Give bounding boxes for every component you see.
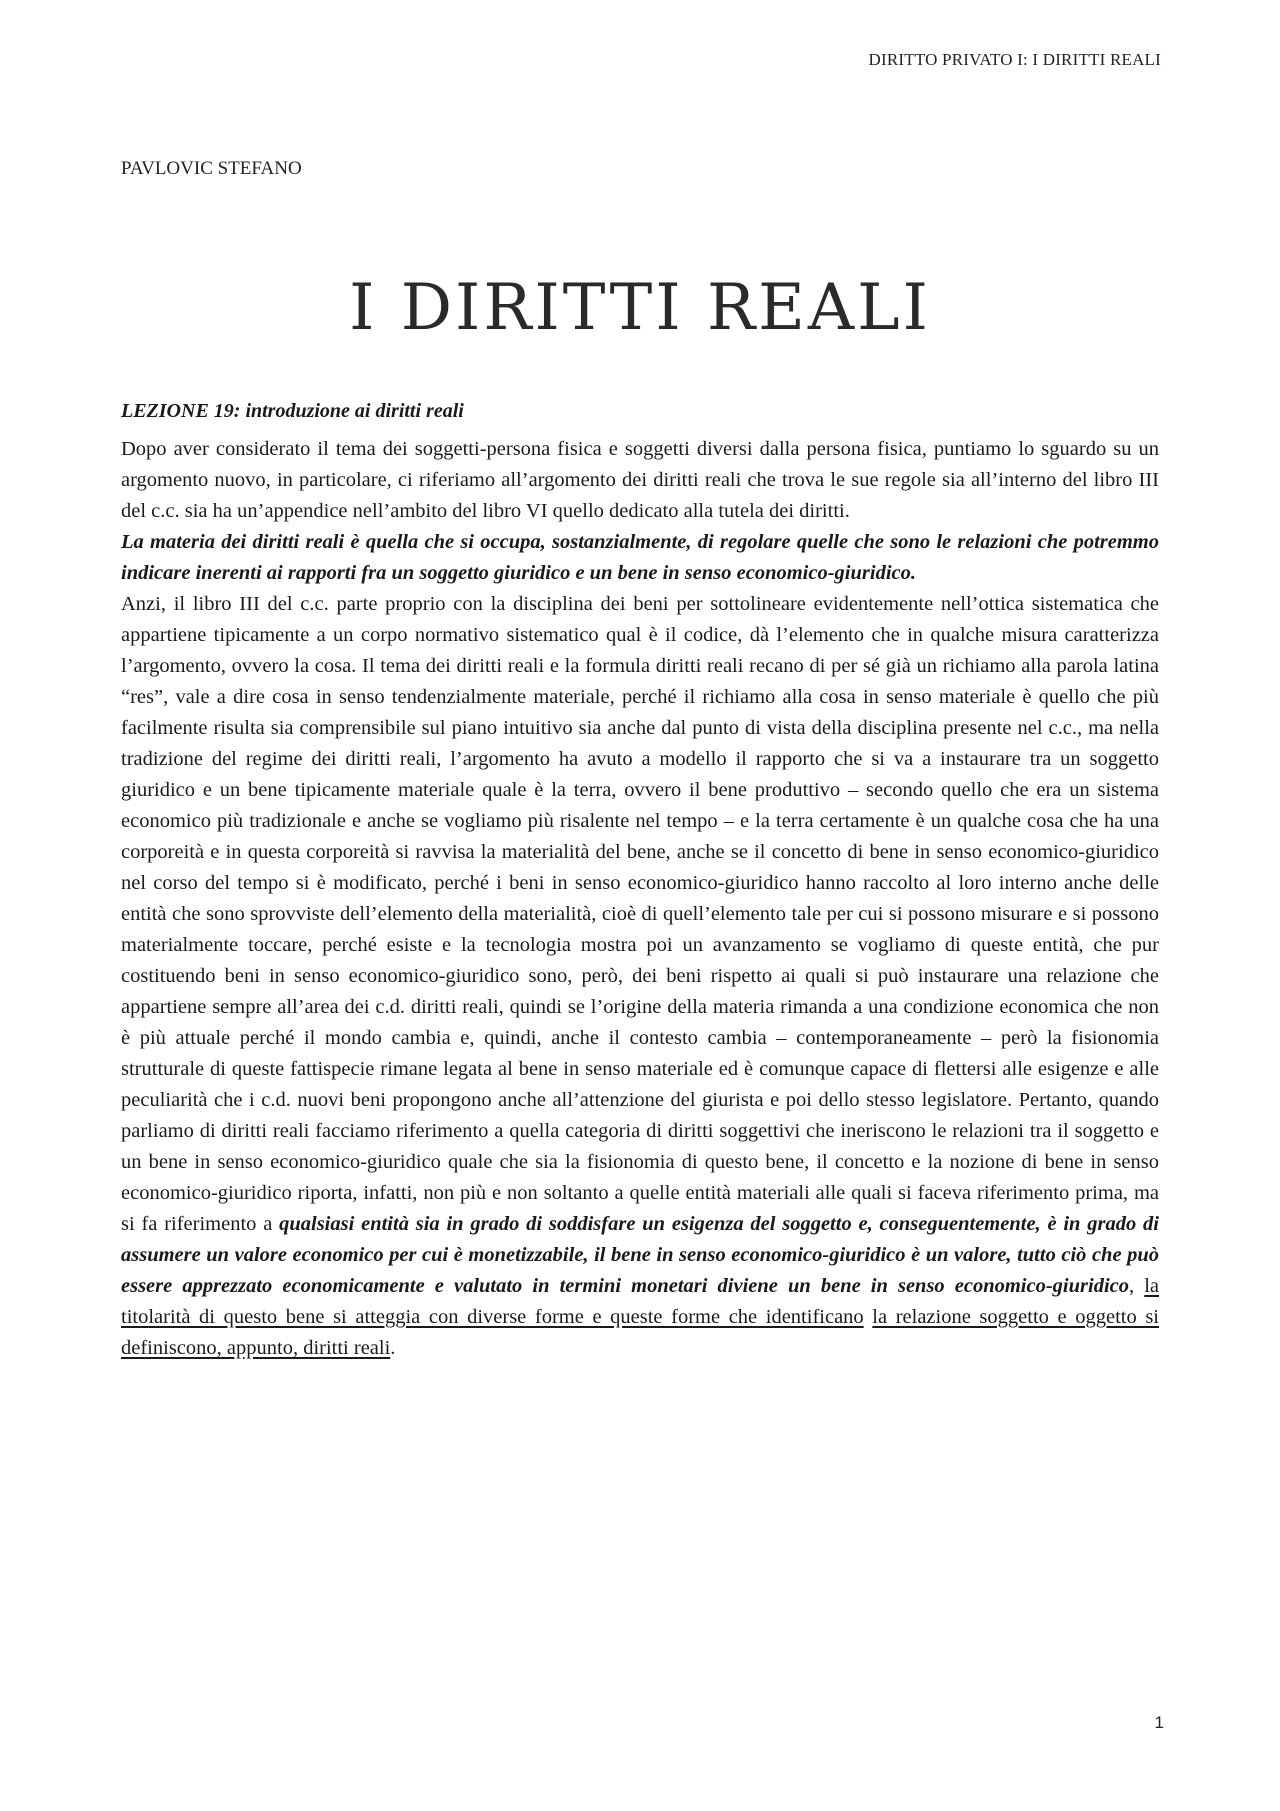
document-title: I DIRITTI REALI [349, 270, 931, 345]
paragraph-main-underline-2: la relazione soggetto e oggetto si definiscono, appunto, diritti reali [121, 1306, 1160, 1359]
paragraph-main-end: . [390, 1337, 396, 1359]
page-number: 1 [1154, 1713, 1164, 1732]
paragraph-main-text: Anzi, il libro III del c.c. parte proprio con la disciplina dei beni per sottolineare evidentemente nell’ottica sistematica che appartiene tipicamente a un corpo normativo sistematico qual è il codice, dà l’elemento che in qualche misura caratterizza l’argomento, ovvero la cosa. Il tema dei diritti reali e la formula diritti reali recano di per sé già un richiamo alla parola latina “res”, vale a dire cosa in senso tendenzialmente materiale, perché il richiamo alla cosa in senso materiale è quello che più facilmente risulta sia comprensibile sul piano intuitivo sia anche dal punto di vista della disciplina presente nel c.c., ma nella tradizione del regime dei diritti reali, l’argomento ha avuto a modello il rapporto che si va a instaurare tra un soggetto giuridico e un bene tipicamente materiale quale è la terra, ovvero il bene produttivo – secondo quello che era un sistema economico più tradizionale e anche se vogliamo più risalente nel tempo – e la terra certamente è un qualche cosa che ha una corporeità e in questa corporeità si ravvisa la materialità del bene, anche se il concetto di bene in senso economico-giuridico nel corso del tempo si è modificato, perché i beni in senso economico-giuridico hanno raccolto al loro interno anche delle entità che sono sprovviste dell’elemento della materialità, cioè di quell’elemento tale per cui si possono misurare e si possono materialmente toccare, perché esiste e la tecnologia mostra poi un avanzamento se vogliamo di queste entità, che pur costituendo beni in senso economico-giuridico sono, però, dei beni rispetto ai quali si può instaurare una relazione che appartiene sempre all’area dei c.d. diritti reali, quindi se l’origine della materia rimanda a una condizione economica che non è più attuale perché il mondo cambia e, quindi, anche il contesto cambia – contemporaneamente – però la fisionomia strutturale di queste fattispecie rimane legata al bene in senso materiale ed è comunque capace di flettersi alle esigenze e alle peculiarità che i c.d. nuovi beni propongono anche all’attenzione del giurista e poi dello stesso legislatore. Pertanto, quando parliamo di diritti reali facciamo riferimento a quella categoria di diritti soggettivi che ineriscono le relazioni tra il soggetto e un bene in senso economico-giuridico quale che sia la fisionomia di questo bene, il concetto e la nozione di bene in senso economico-giuridico riporta, infatti, non più e non soltanto a quelle entità materiali alle quali si faceva riferimento prima, ma si fa riferimento a [121, 593, 1159, 1235]
running-header: DIRITTO PRIVATO I: I DIRITTI REALI [868, 50, 1161, 69]
paragraph-main-comma: , [1129, 1275, 1145, 1297]
document-body [121, 396, 1159, 1364]
paragraph-main-space [864, 1306, 873, 1328]
paragraph-intro: Dopo aver considerato il tema dei soggetti-persona fisica e soggetti diversi dalla persona fisica, puntiamo lo sguardo su un argomento nuovo, in particolare, ci riferiamo all’argomento dei diritti reali che trova le sue regole sia all’interno del libro III del c.c. sia ha un’appendice nell’ambito del libro VI quello dedicato alla tutela dei diritti. [121, 438, 1159, 522]
paragraph-main-underline-1: la titolarità di questo bene si atteggia con diverse forme e queste forme che identificano [121, 1275, 1160, 1328]
paragraph-definition: La materia dei diritti reali è quella che si occupa, sostanzialmente, di regolare quelle che sono le relazioni che potremmo indicare inerenti ai rapporti fra un soggetto giuridico e un bene in senso economico-giuridico. [121, 531, 1159, 584]
author-name: PAVLOVIC STEFANO [121, 158, 302, 179]
lesson-heading: LEZIONE 19: introduzione ai diritti reali [121, 400, 464, 422]
paragraph-main [121, 589, 1159, 1364]
paragraph-main-emphasis: qualsiasi entità sia in grado di soddisfare un esigenza del soggetto e, conseguentemente, è in grado di assumere un valore economico per cui è monetizzabile, il bene in senso economico-giuridico è un valore, tutto ciò che può essere apprezzato economicamente e valutato in termini monetari diviene un bene in senso economico-giuridico [121, 1213, 1159, 1297]
